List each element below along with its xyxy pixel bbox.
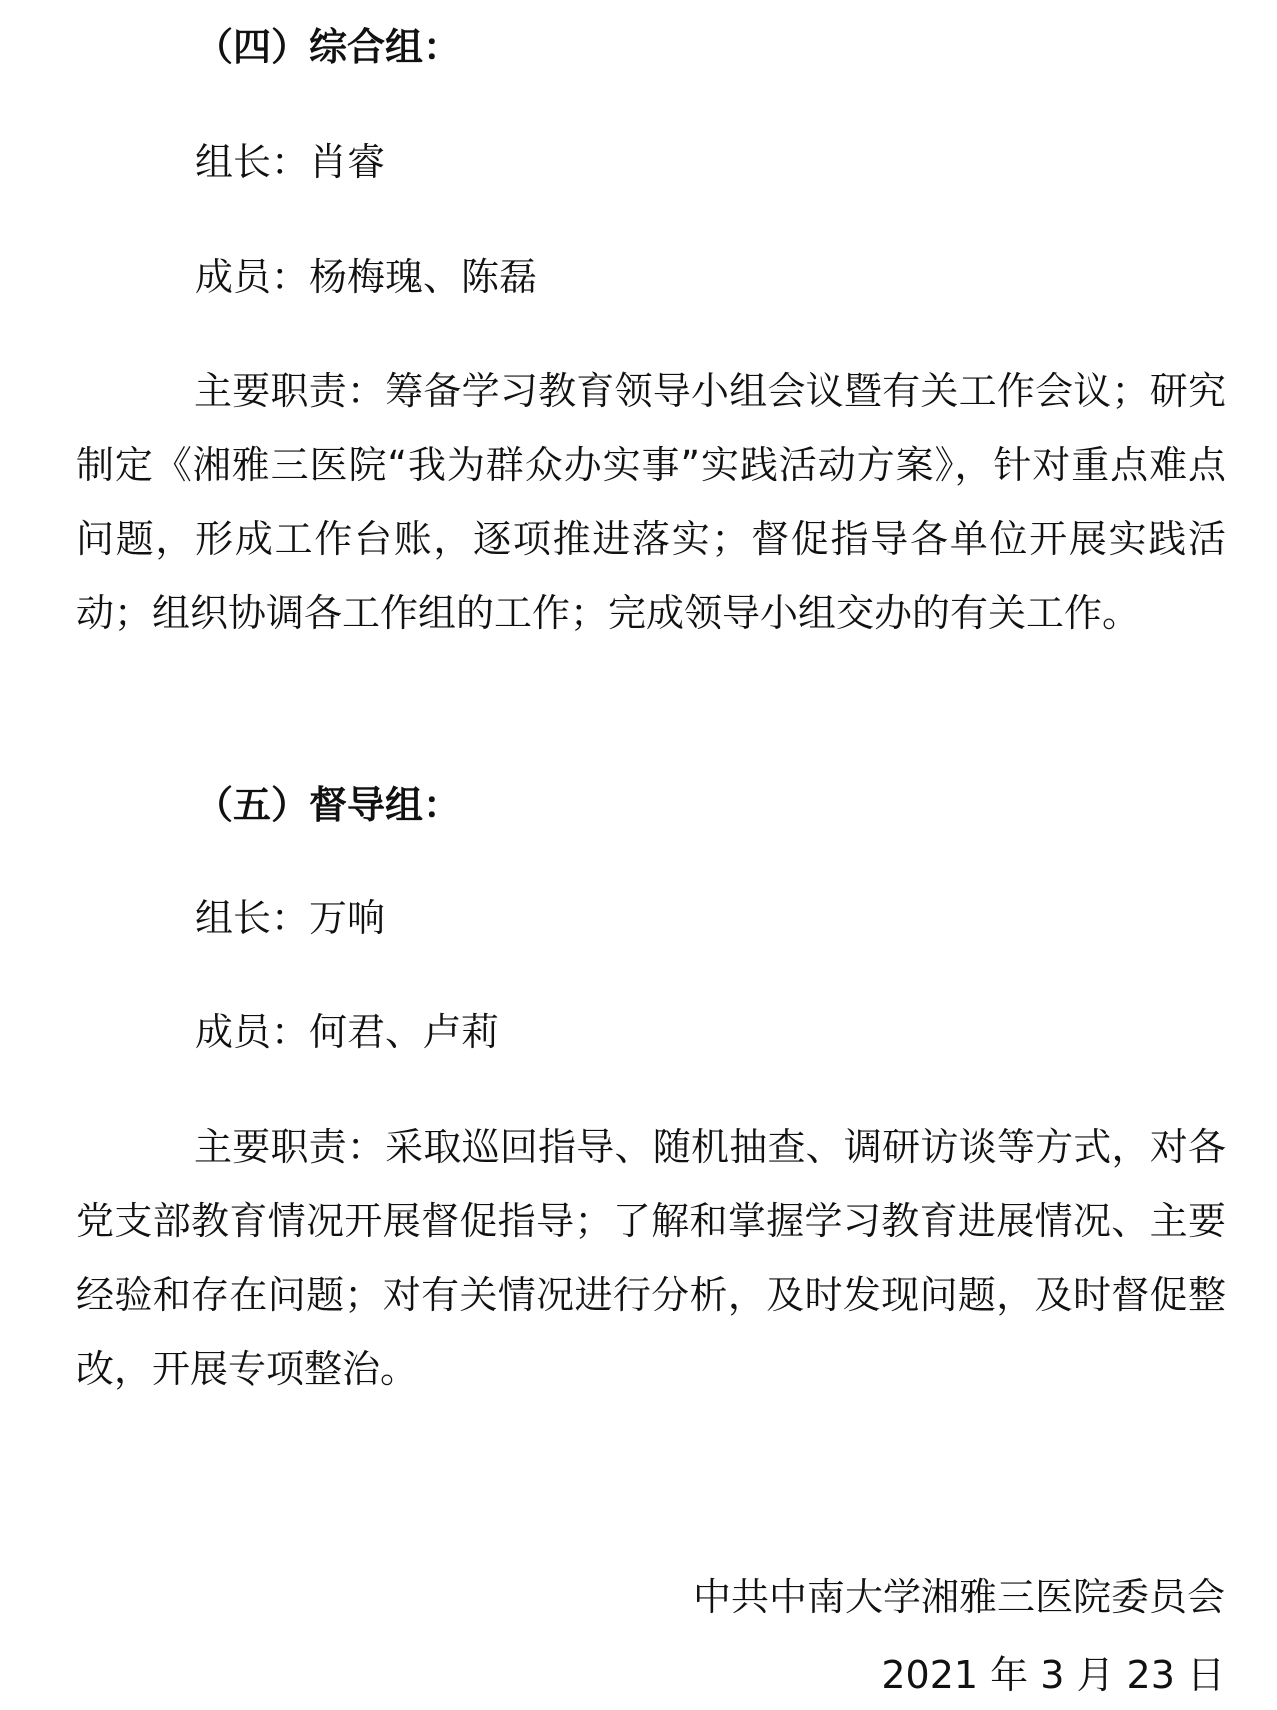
section-leader-comprehensive: 组长：肖睿	[195, 140, 386, 184]
signature-date: 2021 年 3 月 23 日	[881, 1653, 1225, 1697]
section-heading-comprehensive: （四）综合组：	[195, 25, 462, 69]
section-duties-supervision: 主要职责：采取巡回指导、随机抽查、调研访谈等方式，对各党支部教育情况开展督促指导；了解和掌握学习教育进展情况、主要经验和存在问题；对有关情况进行分析，及时发现问题，及时督促整改，开展专项整治。	[76, 1125, 1226, 1391]
section-heading-supervision: （五）督导组：	[195, 783, 462, 827]
signature-organization: 中共中南大学湘雅三医院委员会	[692, 1575, 1225, 1619]
section-members-comprehensive: 成员：杨梅瑰、陈磊	[195, 255, 538, 299]
section-members-supervision: 成员：何君、卢莉	[195, 1010, 500, 1054]
section-leader-supervision: 组长：万响	[195, 896, 386, 940]
section-duties-comprehensive: 主要职责：筹备学习教育领导小组会议暨有关工作会议；研究制定《湘雅三医院“我为群众办实事”实践活动方案》，针对重点难点问题，形成工作台账，逐项推进落实；督促指导各单位开展实践活动；组织协调各工作组的工作；完成领导小组交办的有关工作。	[76, 369, 1226, 635]
